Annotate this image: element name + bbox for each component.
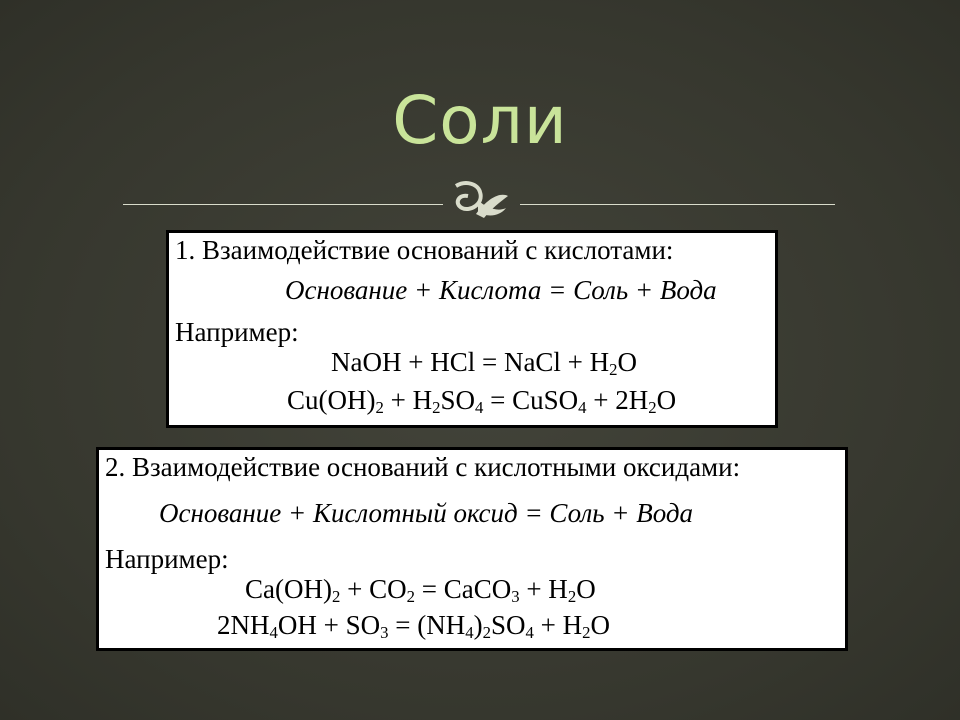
box1-equation-1: NaOH + HCl = NaCl + $H_2O$ (331, 347, 638, 380)
box1-scheme: Основание + Кислота = Соль + Вода (285, 275, 717, 305)
box1-example-label: Например: (175, 317, 299, 347)
slide-title: Соли (392, 82, 568, 159)
reaction-box-bases-acid-oxides (96, 447, 848, 651)
divider-right (520, 204, 835, 205)
reaction-box-bases-acids (166, 230, 778, 428)
box2-scheme: Основание + Кислотный оксид = Соль + Вода (159, 498, 694, 528)
box1-heading: 1. Взаимодействие оснований с кислотами: (175, 235, 674, 265)
box2-heading: 2. Взаимодействие оснований с кислотными оксидами: (105, 452, 741, 482)
box2-equation-2: $2NH_4OH + SO_3 = (NH_4)_2SO_4 + H_2O$ (217, 610, 610, 643)
divider-left (123, 204, 443, 205)
fleuron-icon (448, 178, 512, 224)
box1-equation-2: $Cu(OH)_2 + H_2SO_4$ = CuSO$_4$ + $2H_2O$ (287, 385, 677, 418)
box2-equation-1: $Ca(OH)_2 + CO_2$ = CaCO$_3$ + $H_2O$ (245, 574, 596, 607)
box2-example-label: Например: (105, 544, 229, 574)
